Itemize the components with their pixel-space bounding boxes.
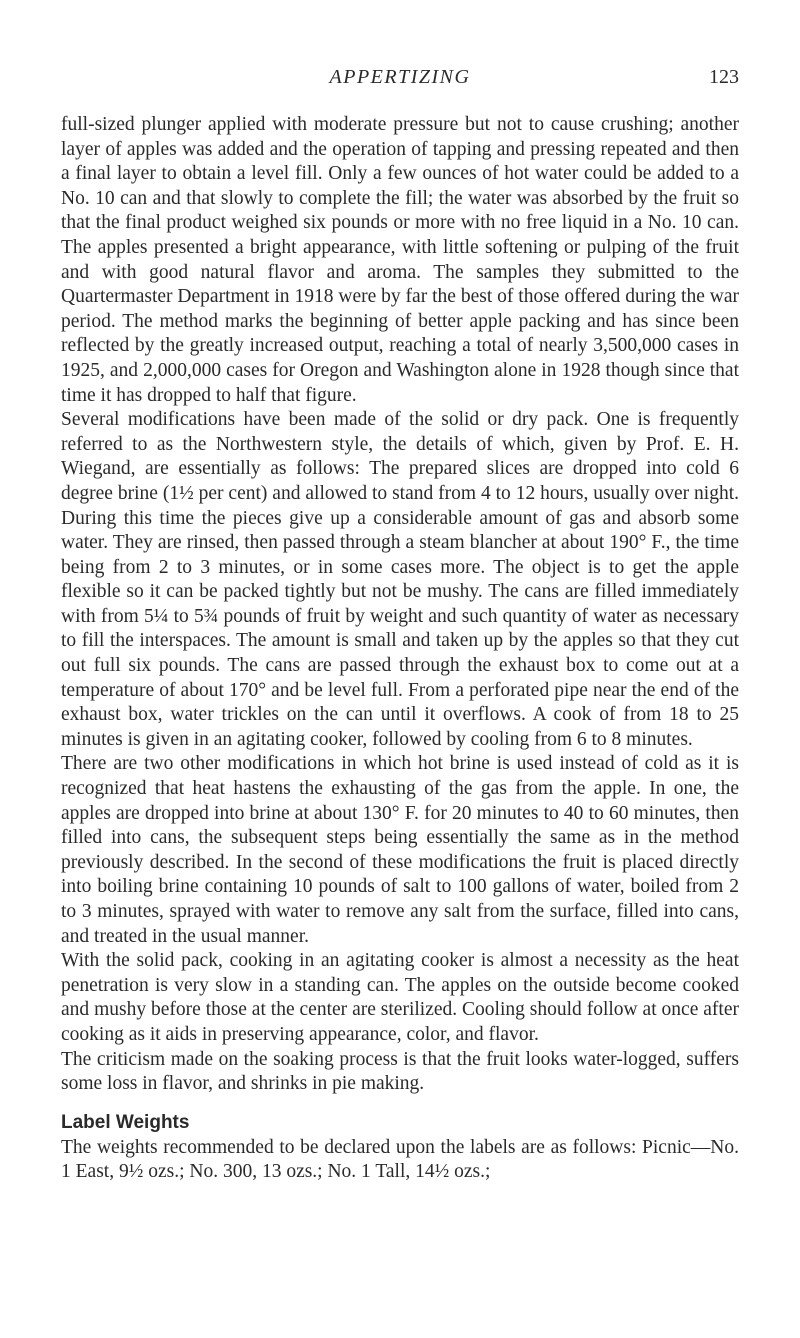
- paragraph-hot-brine: There are two other modifications in which hot brine is used instead of cold as it is recognized that heat hastens the exhausting of the gas from the apple. In one, the apples are dropped into brine at about 130° F. for 20 minutes to 40 to 60 minutes, then filled into cans, the subsequent steps being essentially the same as in the method previously described. In the second of these modifications the fruit is placed directly into boiling brine containing 10 pounds of salt to 100 gallons of water, boiled from 2 to 3 minutes, sprayed with water to remove any salt from the surface, filled into cans, and treated in the usual manner.: [61, 753, 739, 947]
- paragraph-agitating-cooker: With the solid pack, cooking in an agitating cooker is almost a necessity as the heat penetration is very slow in a standing can. The apples on the outside become cooked and mushy before those at the center are sterilized. Cooling should follow at once after cooking as it aids in preserving appearance, color, and flavor.: [61, 950, 739, 1045]
- paragraph-northwestern-style: Several modifications have been made of the solid or dry pack. One is frequently referred to as the Northwestern style, the details of which, given by Prof. E. H. Wiegand, are essentially as follows: The prepared slices are dropped into cold 6 degree brine (1½ per cent) and allowed to stand from 4 to 12 hours, usually over night. During this time the pieces give up a considerable amount of gas and absorb some water. They are rinsed, then passed through a steam blancher at about 190° F., the time being from 2 to 3 minutes, or in some cases more. The object is to get the apple flexible so it can be packed tightly but not be mushy. The cans are filled immediately with from 5¼ to 5¾ pounds of fruit by weight and such quantity of water as necessary to fill the interspaces. The amount is small and taken up by the apples so that they cut out full six pounds. The cans are passed through the exhaust box to come out at a temperature of about 170° and be level full. From a perforated pipe near the end of the exhaust box, water trickles on the can until it overflows. A cook of from 18 to 25 minutes is given in an agitating cooker, followed by cooling from 6 to 8 minutes.: [61, 409, 739, 750]
- section-heading-label-weights: Label Weights: [61, 1111, 190, 1133]
- running-head: [0, 66, 800, 96]
- paragraph-apple-packing: full-sized plunger applied with moderate pressure but not to cause crushing; another layer of apples was added and the operation of tapping and pressing repeated and then a final layer to obtain a level fill. Only a few ounces of hot water could be added to a No. 10 can and that slowly to complete the fill; the water was absorbed by the fruit so that the final product weighed six pounds or more with no free liquid in a No. 10 can. The apples presented a bright appearance, with little softening or pulping of the fruit and with good natural flavor and aroma. The samples they submitted to the Quartermaster Department in 1918 were by far the best of those offered during the war period. The method marks the beginning of better apple packing and has since been reflected by the greatly increased output, reaching a total of nearly 3,500,000 cases in 1925, and 2,000,000 cases for Oregon and Washington alone in 1928 though since that time it has dropped to half that figure.: [61, 114, 739, 406]
- paragraph-criticism: The criticism made on the soaking process is that the fruit looks water-logged, suffers some loss in flavor, and shrinks in pie making.: [61, 1048, 739, 1095]
- paragraph-label-weights: The weights recommended to be declared upon the labels are as follows: Picnic—No. 1 East, 9½ ozs.; No. 300, 13 ozs.; No. 1 Tall, 14½ ozs.;: [61, 1136, 739, 1183]
- body-text: [61, 113, 739, 1185]
- running-title: APPERTIZING: [329, 66, 471, 88]
- page-number: 123: [709, 66, 739, 88]
